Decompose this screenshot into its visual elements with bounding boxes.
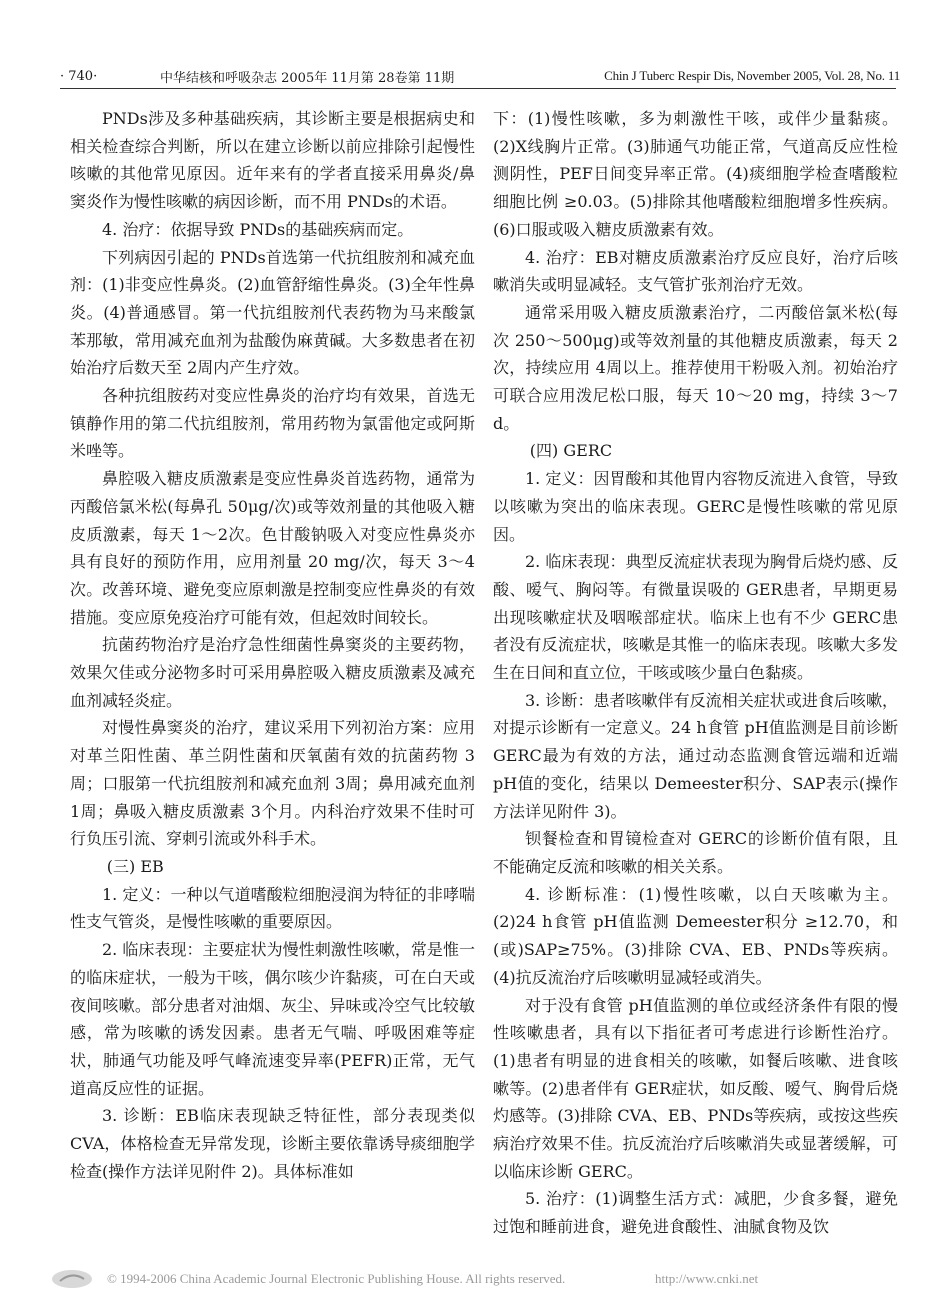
paragraph: 鼻腔吸入糖皮质激素是变应性鼻炎首选药物，通常为丙酸倍氯米松(每鼻孔 50μg/次)或等效剂量的其他吸入糖皮质激素，每天 1～2次。色甘酸钠吸入对变应性鼻炎亦具有良好的预防作用，应用剂量 20 mg/次，每天 3～4次。改善环境、避免变应原刺激是控制变应性鼻炎的有效措施。变应原免疫治疗可能有效，但起效时间较长。 xyxy=(70,469,475,627)
header-rule xyxy=(60,88,896,89)
paragraph: 通常采用吸入糖皮质激素治疗，二丙酸倍氯米松(每次 250～500μg)或等效剂量的其他糖皮质激素，每天 2次，持续应用 4周以上。推荐使用干粉吸入剂。初始治疗可联合应用泼尼松口服，每天 10～20 mg，持续 3～7 d。 xyxy=(493,302,898,433)
paragraph: 4. 诊断标准：(1)慢性咳嗽，以白天咳嗽为主。(2)24 h食管 pH值监测 Demeester积分 ≥12.70，和(或)SAP≥75%。(3)排除 CVA、EB、PNDs等疾病。(4)抗反流治疗后咳嗽明显减轻或消失。 xyxy=(493,884,898,987)
paragraph: 1. 定义：一种以气道嗜酸粒细胞浸润为特征的非哮喘性支气管炎，是慢性咳嗽的重要原因。 xyxy=(70,884,475,932)
paragraph: 钡餐检查和胃镜检查对 GERC的诊断价值有限，且不能确定反流和咳嗽的相关关系。 xyxy=(493,829,898,876)
paragraph: 对慢性鼻窦炎的治疗，建议采用下列初治方案：应用对革兰阳性菌、革兰阴性菌和厌氧菌有效的抗菌药物 3周；口服第一代抗组胺剂和减充血剂 3周；鼻用减充血剂 1周；鼻吸入糖皮质激素 3个月。内科治疗效果不佳时可行负压引流、穿刺引流或外科手术。 xyxy=(70,718,475,849)
right-column xyxy=(493,105,898,1241)
paragraph: 下：(1)慢性咳嗽，多为刺激性干咳，或伴少量黏痰。(2)X线胸片正常。(3)肺通气功能正常，气道高反应性检测阴性，PEF日间变异率正常。(4)痰细胞学检查嗜酸粒细胞比例 ≥0.03。(5)排除其他嗜酸粒细胞增多性疾病。(6)口服或吸入糖皮质激素有效。 xyxy=(493,109,898,239)
paragraph: 下列病因引起的 PNDs首选第一代抗组胺剂和减充血剂：(1)非变应性鼻炎。(2)血管舒缩性鼻炎。(3)全年性鼻炎。(4)普通感冒。第一代抗组胺剂代表药物为马来酸氯苯那敏，常用减充血剂为盐酸伪麻黄碱。大多数患者在初始治疗后数天至 2周内产生疗效。 xyxy=(70,247,475,378)
paragraph: 5. 治疗：(1)调整生活方式：减肥，少食多餐，避免过饱和睡前进食，避免进食酸性、油腻食物及饮 xyxy=(493,1189,898,1237)
journal-title-en: Chin J Tuberc Respir Dis, November 2005, Vol. 28, No. 11 xyxy=(604,68,900,83)
paragraph: 2. 临床表现：主要症状为慢性刺激性咳嗽，常是惟一的临床症状，一般为干咳，偶尔咳少许黏痰，可在白天或夜间咳嗽。部分患者对油烟、灰尘、异味或冷空气比较敏感，常为咳嗽的诱发因素。患者无气喘、呼吸困难等症状，肺通气功能及呼气峰流速变异率(PEFR)正常，无气道高反应性的证据。 xyxy=(70,940,475,1098)
section-heading: (四) GERC xyxy=(529,441,613,461)
running-header xyxy=(60,66,900,86)
left-column xyxy=(70,105,475,1185)
paragraph: 各种抗组胺药对变应性鼻炎的治疗均有效果，首选无镇静作用的第二代抗组胺剂，常用药物为氯雷他定或阿斯米唑等。 xyxy=(70,386,475,461)
copyright-notice: © 1994-2006 China Academic Journal Electronic Publishing House. All rights reserved. xyxy=(107,1271,566,1286)
paragraph: 2. 临床表现：典型反流症状表现为胸骨后烧灼感、反酸、嗳气、胸闷等。有微量误吸的 GER患者，早期更易出现咳嗽症状及咽喉部症状。临床上也有不少 GERC患者没有反流症状，咳嗽是其惟一的临床表现。咳嗽大多发生在日间和直立位，干咳或咳少量白色黏痰。 xyxy=(493,552,898,683)
paragraph: 4. 治疗：EB对糖皮质激素治疗反应良好，治疗后咳嗽消失或明显减轻。支气管扩张剂治疗无效。 xyxy=(493,247,898,295)
footer xyxy=(0,1268,950,1292)
footer-url: http://www.cnki.net xyxy=(655,1271,759,1286)
cnki-logo-icon xyxy=(50,1268,94,1290)
section-heading: (三) EB xyxy=(106,856,164,876)
paragraph: 1. 定义：因胃酸和其他胃内容物反流进入食管，导致以咳嗽为突出的临床表现。GERC是慢性咳嗽的常见原因。 xyxy=(493,469,898,544)
paragraph: 4. 治疗：依据导致 PNDs的基础疾病而定。 xyxy=(102,219,414,239)
paragraph: PNDs涉及多种基础疾病，其诊断主要是根据病史和相关检查综合判断，所以在建立诊断以前应排除引起慢性咳嗽的其他常见原因。近年来有的学者直接采用鼻炎/鼻窦炎作为慢性咳嗽的病因诊断，而不用 PNDs的术语。 xyxy=(70,109,475,212)
paragraph: 3. 诊断：患者咳嗽伴有反流相关症状或进食后咳嗽，对提示诊断有一定意义。24 h食管 pH值监测是目前诊断 GERC最为有效的方法，通过动态监测食管远端和近端 pH值的变化，结果以 Demeester积分、SAP表示(操作方法详见附件 3)。 xyxy=(493,690,898,821)
paragraph: 对于没有食管 pH值监测的单位或经济条件有限的慢性咳嗽患者，具有以下指征者可考虑进行诊断性治疗。(1)患者有明显的进食相关的咳嗽，如餐后咳嗽、进食咳嗽等。(2)患者伴有 GER症状，如反酸、嗳气、胸骨后烧灼感等。(3)排除 CVA、EB、PNDs等疾病，或按这些疾病治疗效果不佳。抗反流治疗后咳嗽消失或显著缓解，可以临床诊断 GERC。 xyxy=(493,995,898,1181)
paragraph: 3. 诊断：EB临床表现缺乏特征性，部分表现类似 CVA，体格检查无异常发现，诊断主要依靠诱导痰细胞学检查(操作方法详见附件 2)。具体标准如 xyxy=(70,1106,475,1181)
page-number: · 740· xyxy=(60,68,98,84)
journal-title-cn: 中华结核和呼吸杂志 2005年 11月第 28卷第 11期 xyxy=(160,70,455,86)
paragraph: 抗菌药物治疗是治疗急性细菌性鼻窦炎的主要药物，效果欠佳或分泌物多时可采用鼻腔吸入糖皮质激素及减充血剂减轻炎症。 xyxy=(70,635,475,710)
